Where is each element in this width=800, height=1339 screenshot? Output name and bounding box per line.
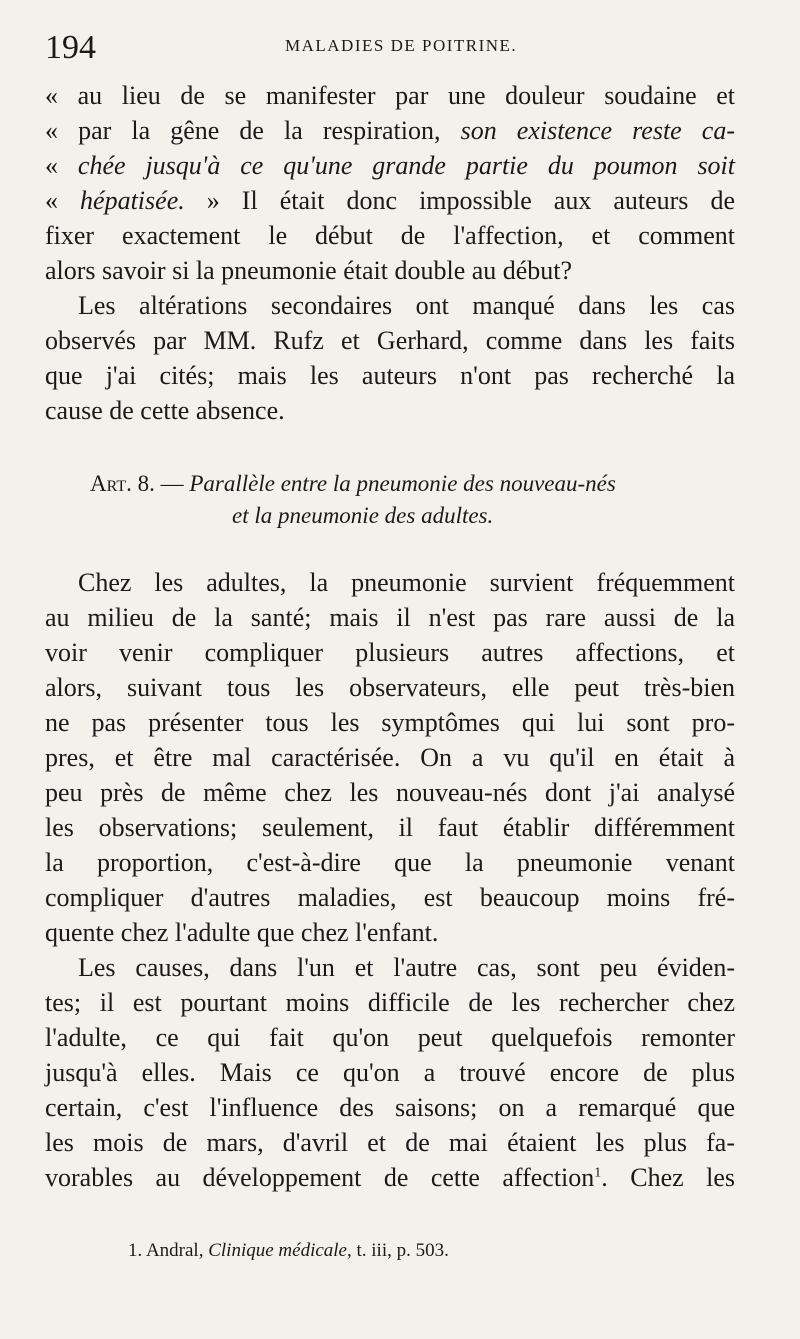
page-number: 194 (45, 29, 96, 66)
text-line-content: alors, suivant tous les observateurs, elle peut très-bien (45, 673, 735, 702)
text-line (78, 565, 735, 601)
text-line-content: au milieu de la santé; mais il n'est pas rare aussi de la (45, 603, 735, 632)
text-line (45, 810, 735, 846)
text-line (45, 845, 735, 881)
text-line (45, 1055, 735, 1091)
text-line (45, 705, 735, 741)
text-line-content: Chez les adultes, la pneumonie survient fréquemment (78, 568, 735, 597)
footnote-work: Clinique médicale (208, 1240, 347, 1261)
text-line-content: quente chez l'adulte que chez l'enfant. (45, 918, 439, 947)
text-line (45, 113, 735, 149)
footnote-author: Andral, (145, 1240, 209, 1261)
text-line (45, 78, 735, 114)
text-line-content: que j'ai cités; mais les auteurs n'ont pas recherché la (45, 361, 735, 390)
text-line-content: fixer exactement le début de l'affection, et comment (45, 221, 735, 250)
text-line-content: compliquer d'autres maladies, est beaucoup moins fré- (45, 883, 735, 912)
text-line-content: « (45, 186, 81, 215)
text-line (45, 985, 735, 1021)
text-line (45, 880, 735, 916)
text-line-content: peu près de même chez les nouveau-nés dont j'ai analysé (45, 778, 735, 807)
text-line-content: » Il était donc impossible aux auteurs de (184, 186, 736, 215)
text-line (45, 1020, 735, 1056)
text-line-content: les observations; seulement, il faut établir différemment (45, 813, 735, 842)
text-line (45, 600, 735, 636)
text-line-content: vorables au développement de cette affection (45, 1163, 595, 1192)
text-line (45, 393, 735, 429)
text-line (45, 358, 735, 394)
footnote-reference: , t. iii, p. 503. (347, 1240, 449, 1261)
text-line-content: ne pas présenter tous les symptômes qui lui sont pro- (45, 708, 735, 737)
text-line-content: certain, c'est l'influence des saisons; on a remarqué que (45, 1093, 735, 1122)
text-line (45, 323, 735, 359)
text-line-content: . Chez les (601, 1163, 735, 1192)
text-line-content: pres, et être mal caractérisée. On a vu qu'il en était à (45, 743, 735, 772)
italic-text: son existence reste ca- (460, 116, 735, 145)
section-heading (90, 468, 616, 500)
text-line (45, 1090, 735, 1126)
text-line-content: Les altérations secondaires ont manqué dans les cas (78, 291, 735, 320)
footnote-marker: 1 (594, 1165, 602, 1181)
article-label: Art (90, 471, 127, 496)
text-line (45, 670, 735, 706)
running-title: MALADIES DE POITRINE. (285, 36, 518, 55)
text-line (45, 740, 735, 776)
text-line (45, 1125, 735, 1161)
text-line (45, 183, 735, 219)
text-line-content: alors savoir si la pneumonie était double au début? (45, 256, 573, 285)
text-line-content: la proportion, c'est-à-dire que la pneumonie venant (45, 848, 735, 877)
text-line-content: « au lieu de se manifester par une douleur soudaine et (45, 81, 735, 110)
footnote (128, 1238, 449, 1264)
italic-text: hépatisée. (80, 186, 185, 215)
italic-text: chée jusqu'à ce qu'une grande partie du poumon soit (77, 151, 736, 180)
page-header (45, 28, 745, 68)
text-line (45, 148, 735, 184)
text-line-content: l'adulte, ce qui fait qu'on peut quelquefois remonter (45, 1023, 735, 1052)
text-line-content: « par la gêne de la respiration, (45, 116, 461, 145)
text-line-content: observés par MM. Rufz et Gerhard, comme dans les faits (45, 326, 735, 355)
text-line-content: « (45, 151, 78, 180)
footnote-number: 1. (128, 1240, 146, 1261)
text-line-content: jusqu'à elles. Mais ce qu'on a trouvé encore de plus (45, 1058, 735, 1087)
text-line (45, 1160, 735, 1196)
article-number: . 8. — (126, 471, 190, 496)
text-line (78, 288, 735, 324)
text-line (45, 218, 735, 254)
text-line (45, 253, 685, 289)
text-line (78, 950, 735, 986)
text-line-content: tes; il est pourtant moins difficile de les rechercher chez (45, 988, 735, 1017)
text-line (45, 775, 735, 811)
section-title: Parallèle entre la pneumonie des nouveau-nés (189, 471, 616, 496)
text-line (45, 915, 735, 951)
text-line-content: Les causes, dans l'un et l'autre cas, sont peu éviden- (78, 953, 735, 982)
text-line (45, 635, 735, 671)
text-line-content: cause de cette absence. (45, 396, 285, 425)
section-title-line2: et la pneumonie des adultes. (232, 503, 494, 528)
text-line-content: les mois de mars, d'avril et de mai étaient les plus fa- (45, 1128, 735, 1157)
text-line-content: voir venir compliquer plusieurs autres affections, et (45, 638, 735, 667)
